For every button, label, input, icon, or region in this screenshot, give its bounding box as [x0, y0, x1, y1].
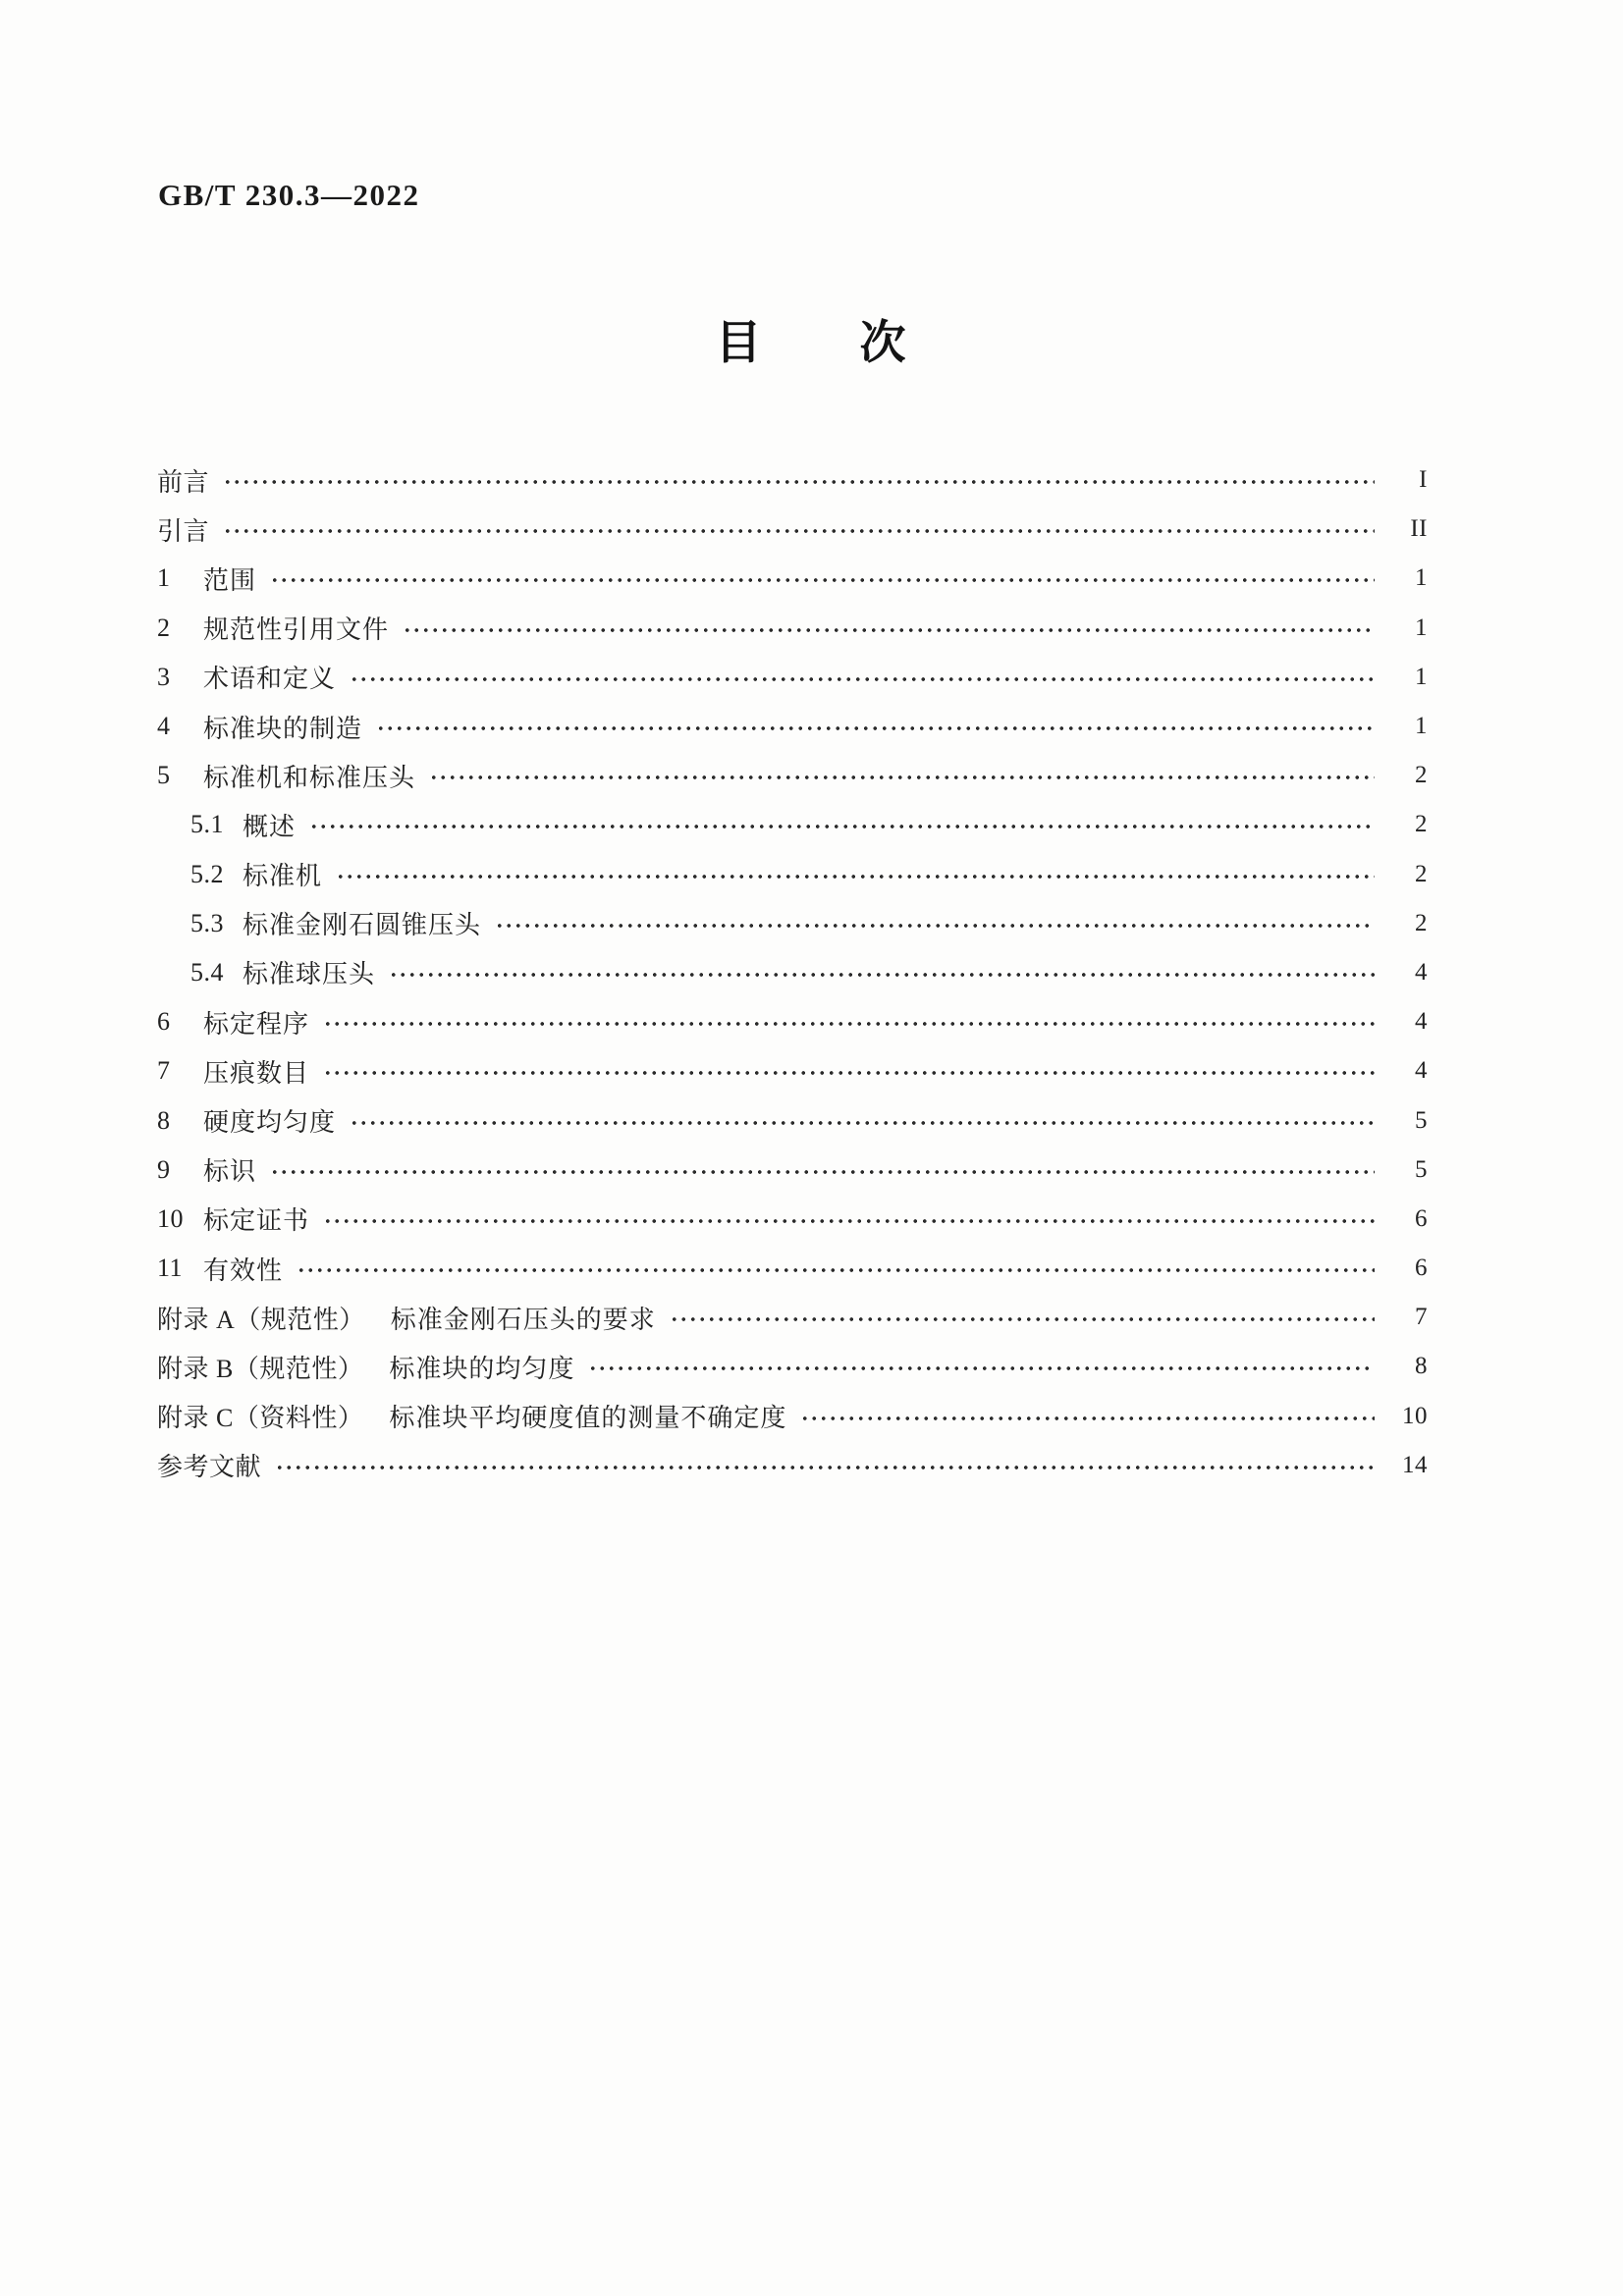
dot-leader — [403, 626, 1375, 634]
toc-entry-title: 标识 — [203, 1157, 257, 1187]
toc-entry-label: 5.3 — [190, 908, 224, 937]
dot-leader — [223, 527, 1375, 535]
toc-page-number: 6 — [1415, 1204, 1428, 1232]
dot-leader — [376, 724, 1375, 732]
toc-entry-title: 标准机 — [243, 862, 323, 891]
toc-page-number: 7 — [1415, 1304, 1428, 1331]
toc-page-number: 4 — [1415, 1008, 1428, 1036]
toc-entry-label: 前言 — [157, 467, 210, 497]
toc-page-number: 8 — [1415, 1353, 1428, 1380]
toc-page-number: 1 — [1415, 663, 1428, 690]
toc-page-number: 4 — [1415, 1057, 1428, 1085]
toc-entry-title: 标准块平均硬度值的测量不确定度 — [389, 1404, 787, 1433]
dot-leader — [275, 1464, 1375, 1471]
toc-page-number: 14 — [1402, 1451, 1428, 1478]
dot-leader — [389, 971, 1375, 979]
toc-page-number: 1 — [1415, 713, 1428, 740]
toc-entry-label: 5.2 — [190, 859, 224, 888]
toc-row — [157, 1095, 1428, 1145]
toc-entry-label: 9 — [157, 1154, 171, 1184]
toc-entry-title: 有效性 — [203, 1255, 284, 1285]
dot-leader — [588, 1364, 1375, 1372]
page-title: 目 次 — [715, 318, 908, 369]
toc-entry-title: 标定证书 — [203, 1206, 310, 1236]
toc-row — [157, 1146, 1428, 1195]
toc-entry-label: 8 — [157, 1105, 171, 1135]
toc-entry-title: 标定程序 — [203, 1009, 310, 1039]
toc-row — [157, 1046, 1428, 1095]
toc-page-number: II — [1410, 515, 1428, 543]
toc-row — [157, 800, 1428, 849]
dot-leader — [270, 576, 1375, 584]
table-of-contents — [157, 455, 1428, 1490]
dot-leader — [323, 1217, 1375, 1225]
toc-row — [157, 1293, 1428, 1342]
dot-leader — [309, 823, 1375, 830]
toc-row — [157, 702, 1428, 751]
dot-leader — [800, 1415, 1375, 1422]
toc-entry-label: 5.1 — [190, 810, 224, 839]
toc-row — [157, 455, 1428, 505]
dot-leader — [323, 1020, 1375, 1028]
toc-page-number: 1 — [1415, 564, 1428, 592]
toc-page-number: 2 — [1415, 860, 1428, 887]
toc-entry-title: 标准块的制造 — [203, 714, 363, 743]
toc-entry-label: 3 — [157, 662, 171, 691]
toc-page-number: 6 — [1415, 1255, 1428, 1282]
toc-entry-label: 2 — [157, 613, 171, 642]
toc-row — [157, 1195, 1428, 1244]
toc-page-number: 2 — [1415, 811, 1428, 838]
toc-entry-label: 引言 — [157, 516, 210, 546]
toc-page-number: 4 — [1415, 958, 1428, 986]
toc-entry-title: 范围 — [203, 565, 257, 595]
toc-row — [157, 653, 1428, 702]
toc-entry-label: 4 — [157, 712, 171, 741]
toc-entry-title: 概述 — [243, 812, 297, 841]
toc-page-number: 1 — [1415, 614, 1428, 641]
dot-leader — [323, 1069, 1375, 1077]
toc-entry-label: 5 — [157, 761, 171, 790]
toc-page-number: 2 — [1415, 762, 1428, 789]
toc-page-number: 5 — [1415, 1155, 1428, 1183]
toc-row — [157, 1244, 1428, 1293]
dot-leader — [350, 675, 1375, 683]
dot-leader — [429, 774, 1375, 781]
toc-page-number: 10 — [1402, 1402, 1428, 1429]
toc-row — [157, 1392, 1428, 1441]
dot-leader — [297, 1266, 1375, 1274]
toc-row — [157, 997, 1428, 1046]
toc-page-number: I — [1419, 466, 1428, 494]
toc-row — [157, 554, 1428, 603]
dot-leader — [270, 1168, 1375, 1176]
toc-row — [157, 1441, 1428, 1490]
dot-leader — [223, 478, 1375, 486]
toc-entry-label: 附录 B（规范性） — [157, 1354, 364, 1383]
toc-entry-label: 附录 A（规范性） — [157, 1305, 365, 1334]
toc-row — [157, 505, 1428, 554]
toc-entry-title: 标准金刚石圆锥压头 — [243, 911, 482, 940]
toc-entry-title: 规范性引用文件 — [203, 615, 390, 645]
toc-entry-title: 标准机和标准压头 — [203, 763, 416, 792]
toc-entry-label: 参考文献 — [157, 1453, 262, 1482]
dot-leader — [336, 873, 1375, 881]
toc-row — [157, 948, 1428, 997]
toc-page-number: 5 — [1415, 1106, 1428, 1134]
toc-entry-title: 压痕数目 — [203, 1058, 310, 1088]
dot-leader — [670, 1315, 1375, 1323]
toc-entry-title: 标准球压头 — [243, 960, 376, 989]
toc-entry-label: 11 — [157, 1254, 184, 1283]
toc-entry-label: 5.4 — [190, 957, 224, 987]
toc-entry-label: 7 — [157, 1056, 171, 1086]
toc-entry-label: 6 — [157, 1007, 171, 1037]
standard-number: GB/T 230.3—2022 — [158, 178, 420, 212]
dot-leader — [495, 922, 1375, 930]
toc-row — [157, 850, 1428, 899]
toc-page-number: 2 — [1415, 909, 1428, 936]
toc-entry-label: 附录 C（资料性） — [157, 1404, 364, 1433]
toc-entry-title: 术语和定义 — [203, 665, 337, 694]
toc-row — [157, 751, 1428, 800]
toc-entry-title: 硬度均匀度 — [203, 1108, 337, 1138]
toc-row — [157, 899, 1428, 948]
toc-entry-title: 标准金刚石压头的要求 — [390, 1305, 656, 1334]
toc-entry-title: 标准块的均匀度 — [389, 1354, 575, 1383]
toc-entry-label: 1 — [157, 563, 171, 593]
toc-row — [157, 1342, 1428, 1391]
toc-row — [157, 604, 1428, 653]
dot-leader — [350, 1119, 1375, 1127]
toc-entry-label: 10 — [157, 1203, 184, 1233]
